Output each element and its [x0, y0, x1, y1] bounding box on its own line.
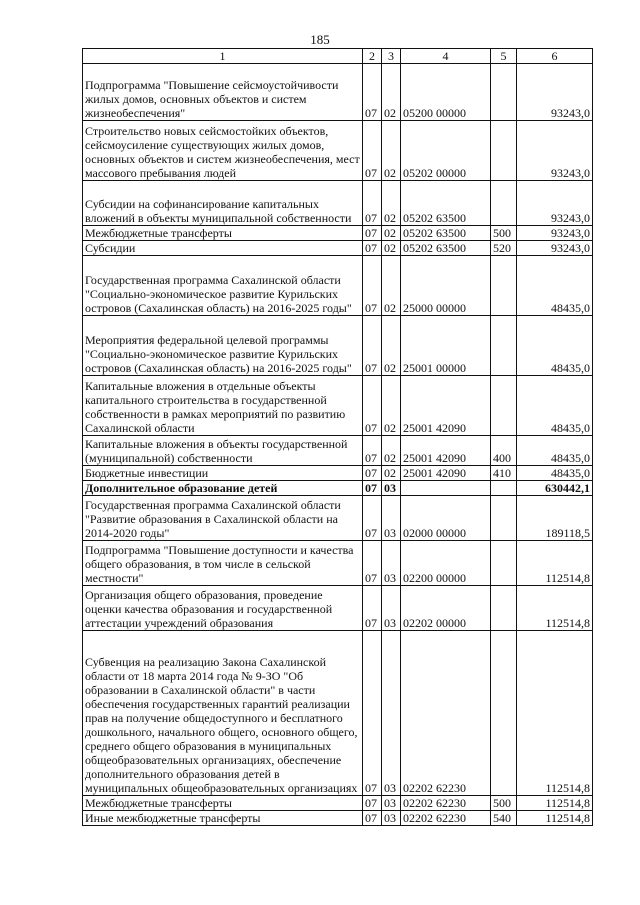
row-subsection: 02	[382, 316, 401, 376]
row-amount: 48435,0	[517, 376, 593, 436]
row-name: Государственная программа Сахалинской области "Социально-экономическое развитие Курильских островов (Сахалинская область) на 2016-2025 годы"	[83, 256, 363, 316]
row-subsection: 03	[382, 811, 401, 826]
row-target-article: 05202 63500	[401, 241, 491, 256]
row-target-article: 05202 63500	[401, 181, 491, 226]
row-expense-type: 500	[491, 796, 517, 811]
row-subsection: 03	[382, 541, 401, 586]
row-name: Межбюджетные трансферты	[83, 796, 363, 811]
row-subsection: 03	[382, 796, 401, 811]
row-subsection: 03	[382, 631, 401, 796]
row-target-article: 05202 63500	[401, 226, 491, 241]
row-name: Бюджетные инвестиции	[83, 466, 363, 481]
row-amount: 112514,8	[517, 631, 593, 796]
row-section: 07	[363, 121, 382, 181]
row-subsection: 03	[382, 496, 401, 541]
table-row	[83, 541, 593, 586]
row-expense-type	[491, 586, 517, 631]
row-section: 07	[363, 586, 382, 631]
table-row	[83, 481, 593, 496]
row-expense-type	[491, 481, 517, 496]
row-target-article: 25001 42090	[401, 436, 491, 466]
row-target-article: 05200 00000	[401, 64, 491, 121]
row-amount: 48435,0	[517, 466, 593, 481]
row-name: Государственная программа Сахалинской области "Развитие образования в Сахалинской области на 2014-2020 годы"	[83, 496, 363, 541]
row-name: Капитальные вложения в отдельные объекты капитального строительства в государственной собственности в рамках мероприятий по развитию Сахалинской области	[83, 376, 363, 436]
row-target-article: 25000 00000	[401, 256, 491, 316]
row-section: 07	[363, 796, 382, 811]
row-subsection: 02	[382, 256, 401, 316]
column-header-6: 6	[517, 49, 593, 64]
row-target-article: 02202 00000	[401, 586, 491, 631]
row-amount: 112514,8	[517, 586, 593, 631]
row-expense-type	[491, 181, 517, 226]
column-header-3: 3	[382, 49, 401, 64]
row-section: 07	[363, 811, 382, 826]
row-amount: 48435,0	[517, 316, 593, 376]
row-subsection: 03	[382, 481, 401, 496]
row-section: 07	[363, 226, 382, 241]
table-row	[83, 631, 593, 796]
row-expense-type: 400	[491, 436, 517, 466]
row-amount: 112514,8	[517, 796, 593, 811]
column-header-4: 4	[401, 49, 491, 64]
row-name: Субсидии	[83, 241, 363, 256]
row-amount: 112514,8	[517, 811, 593, 826]
row-amount: 112514,8	[517, 541, 593, 586]
row-subsection: 02	[382, 226, 401, 241]
row-target-article: 25001 42090	[401, 376, 491, 436]
row-section: 07	[363, 376, 382, 436]
row-section: 07	[363, 481, 382, 496]
row-target-article: 02000 00000	[401, 496, 491, 541]
table-row	[83, 796, 593, 811]
row-section: 07	[363, 496, 382, 541]
row-section: 07	[363, 541, 382, 586]
row-subsection: 02	[382, 64, 401, 121]
row-amount: 48435,0	[517, 256, 593, 316]
row-expense-type	[491, 64, 517, 121]
row-expense-type	[491, 256, 517, 316]
row-amount: 93243,0	[517, 226, 593, 241]
table-row	[83, 436, 593, 466]
row-section: 07	[363, 241, 382, 256]
budget-table	[82, 48, 593, 826]
table-body	[83, 49, 593, 826]
page-number: 185	[310, 32, 330, 47]
row-target-article: 25001 42090	[401, 466, 491, 481]
row-target-article: 25001 00000	[401, 316, 491, 376]
row-section: 07	[363, 64, 382, 121]
table-row	[83, 226, 593, 241]
row-target-article: 05202 00000	[401, 121, 491, 181]
row-section: 07	[363, 631, 382, 796]
row-subsection: 03	[382, 586, 401, 631]
row-expense-type: 500	[491, 226, 517, 241]
column-header-5: 5	[491, 49, 517, 64]
row-expense-type	[491, 631, 517, 796]
row-target-article: 02200 00000	[401, 541, 491, 586]
row-target-article	[401, 481, 491, 496]
row-name: Подпрограмма "Повышение сейсмоустойчивости жилых домов, основных объектов и систем жизнеобеспечения"	[83, 64, 363, 121]
row-amount: 630442,1	[517, 481, 593, 496]
row-amount: 93243,0	[517, 121, 593, 181]
row-subsection: 02	[382, 466, 401, 481]
table-row	[83, 811, 593, 826]
row-expense-type	[491, 541, 517, 586]
column-header-2: 2	[363, 49, 382, 64]
row-section: 07	[363, 316, 382, 376]
row-expense-type: 540	[491, 811, 517, 826]
row-section: 07	[363, 466, 382, 481]
row-target-article: 02202 62230	[401, 631, 491, 796]
row-amount: 48435,0	[517, 436, 593, 466]
row-subsection: 02	[382, 121, 401, 181]
table-row	[83, 181, 593, 226]
row-name: Строительство новых сейсмостойких объектов, сейсмоусиление существующих жилых домов, основных объектов и систем жизнеобеспечения, мест массового пребывания людей	[83, 121, 363, 181]
row-section: 07	[363, 436, 382, 466]
row-expense-type: 520	[491, 241, 517, 256]
row-subsection: 02	[382, 376, 401, 436]
row-name: Дополнительное образование детей	[83, 481, 363, 496]
row-name: Подпрограмма "Повышение доступности и качества общего образования, в том числе в сельской местности"	[83, 541, 363, 586]
column-header-1: 1	[83, 49, 363, 64]
row-name: Субвенция на реализацию Закона Сахалинской области от 18 марта 2014 года № 9-ЗО "Об образовании в Сахалинской области" в части обеспечения государственных гарантий реализации прав на получение общедоступного и бесплатного дошкольного, начального общего, основного общего, среднего общего образования в муниципальных общеобразовательных организациях, обеспечение дополнительного образования детей в муниципальных общеобразовательных организациях	[83, 631, 363, 796]
table-row	[83, 586, 593, 631]
row-amount: 93243,0	[517, 181, 593, 226]
row-expense-type	[491, 376, 517, 436]
row-subsection: 02	[382, 436, 401, 466]
row-name: Иные межбюджетные трансферты	[83, 811, 363, 826]
row-subsection: 02	[382, 241, 401, 256]
row-expense-type	[491, 496, 517, 541]
row-amount: 189118,5	[517, 496, 593, 541]
row-name: Капитальные вложения в объекты государственной (муниципальной) собственности	[83, 436, 363, 466]
row-expense-type	[491, 316, 517, 376]
table-row	[83, 256, 593, 316]
row-expense-type	[491, 121, 517, 181]
row-section: 07	[363, 181, 382, 226]
row-name: Организация общего образования, проведение оценки качества образования и государственной аттестации учреждений образования	[83, 586, 363, 631]
row-subsection: 02	[382, 181, 401, 226]
row-name: Мероприятия федеральной целевой программы "Социально-экономическое развитие Курильских островов (Сахалинская область) на 2016-2025 годы"	[83, 316, 363, 376]
row-expense-type: 410	[491, 466, 517, 481]
row-section: 07	[363, 256, 382, 316]
table-row	[83, 376, 593, 436]
row-name: Субсидии на софинансирование капитальных вложений в объекты муниципальной собственности	[83, 181, 363, 226]
table-row	[83, 121, 593, 181]
row-amount: 93243,0	[517, 241, 593, 256]
row-amount: 93243,0	[517, 64, 593, 121]
table-row	[83, 466, 593, 481]
table-row	[83, 496, 593, 541]
row-target-article: 02202 62230	[401, 796, 491, 811]
table-row	[83, 64, 593, 121]
table-row	[83, 241, 593, 256]
row-name: Межбюджетные трансферты	[83, 226, 363, 241]
table-row	[83, 316, 593, 376]
table-header-row	[83, 49, 593, 64]
row-target-article: 02202 62230	[401, 811, 491, 826]
